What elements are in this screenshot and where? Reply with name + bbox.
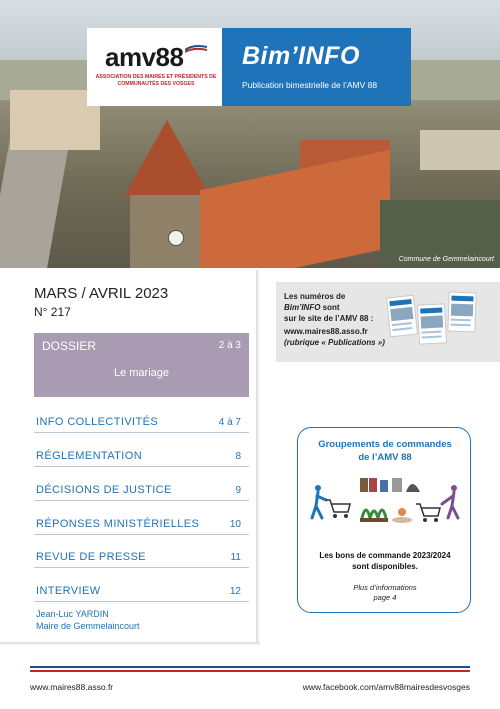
plants-icon bbox=[362, 510, 386, 518]
promo-url[interactable]: www.maires88.asso.fr bbox=[284, 327, 368, 336]
groupements-box bbox=[297, 427, 471, 613]
toc-pages: 12 bbox=[229, 586, 241, 597]
promo-line-3: sur le site de l’AMV 88 : bbox=[284, 314, 374, 323]
dossier-topic: Le mariage bbox=[113, 367, 170, 379]
issue-number: N° 217 bbox=[34, 305, 71, 319]
promo-title: Bim’INFO bbox=[284, 303, 321, 312]
toc-label: INTERVIEW bbox=[36, 585, 101, 597]
promo-line-2 bbox=[284, 303, 340, 312]
groupements-info bbox=[298, 583, 472, 603]
promo-note: (rubrique « Publications ») bbox=[284, 338, 385, 347]
toc-item-decisions-de-justice[interactable] bbox=[34, 481, 249, 501]
amv-logo bbox=[87, 28, 222, 106]
logo-wordmark: amv88 bbox=[105, 42, 184, 72]
toc-item-reponses-ministerielles[interactable] bbox=[34, 515, 249, 535]
interview-name: Jean-Luc YARDIN bbox=[36, 609, 109, 619]
church-tower bbox=[130, 190, 205, 268]
food-plate-icon bbox=[392, 508, 412, 523]
dossier-pages: 2 à 3 bbox=[218, 340, 241, 351]
publication-subtitle: Publication bimestrielle de l’AMV 88 bbox=[242, 80, 378, 90]
promo-line-1: Les numéros de bbox=[284, 292, 346, 301]
photo-caption: Commune de Gemmelaincourt bbox=[398, 256, 494, 263]
trash-bag-icon bbox=[406, 484, 420, 492]
dossier-box[interactable] bbox=[34, 333, 249, 397]
cart-icon bbox=[416, 504, 440, 522]
logo-subtitle: ASSOCIATION DES MAIRES ET PRÉSIDENTS DE COMMUNAUTÉS DES VOSGES bbox=[95, 74, 217, 87]
shopper-icon bbox=[442, 485, 458, 518]
publication-title: Bim’INFO bbox=[242, 42, 360, 70]
column-bottom-shadow bbox=[0, 642, 260, 646]
groupements-info-line-1: Plus d’informations bbox=[353, 583, 417, 592]
groupements-message-line-2: sont disponibles. bbox=[352, 562, 418, 571]
issue-date: MARS / AVRIL 2023 bbox=[34, 285, 169, 302]
issue-thumbnail bbox=[447, 292, 476, 333]
church-roof bbox=[200, 150, 390, 268]
interview-subject bbox=[36, 608, 140, 632]
groupements-message bbox=[298, 550, 472, 572]
column-divider-shadow bbox=[256, 270, 260, 645]
pens-icon bbox=[380, 480, 388, 492]
publication-title-box bbox=[222, 28, 411, 106]
toc-label: RÉPONSES MINISTÉRIELLES bbox=[36, 518, 200, 530]
groupements-title bbox=[298, 438, 472, 464]
binders-icon bbox=[360, 478, 368, 492]
interview-role: Maire de Gemmelaincourt bbox=[36, 621, 140, 631]
toc-pages: 9 bbox=[235, 485, 241, 496]
promo-line-2-rest: sont bbox=[320, 303, 340, 312]
toc-pages: 10 bbox=[229, 519, 241, 530]
issue-thumbnail bbox=[386, 295, 418, 338]
groupements-title-line-1: Groupements de commandes bbox=[318, 439, 452, 450]
dossier-label: DOSSIER bbox=[42, 339, 97, 353]
toc-item-info-collectivites[interactable] bbox=[34, 413, 249, 433]
church-spire bbox=[125, 120, 209, 195]
footer-website-link[interactable]: www.maires88.asso.fr bbox=[30, 682, 114, 692]
groupements-message-line-1: Les bons de commande 2023/2024 bbox=[319, 551, 451, 560]
french-flag-swoosh-icon bbox=[185, 44, 207, 54]
toc-label: DÉCISIONS DE JUSTICE bbox=[36, 484, 172, 496]
shopper-icon bbox=[312, 485, 326, 518]
tricolor-divider bbox=[30, 666, 470, 672]
toc-pages: 4 à 7 bbox=[218, 417, 241, 428]
shopping-illustration bbox=[304, 474, 466, 534]
house bbox=[420, 130, 500, 170]
toc-label: REVUE DE PRESSE bbox=[36, 551, 146, 563]
groupements-info-line-2: page 4 bbox=[373, 593, 397, 602]
toc-pages: 11 bbox=[230, 552, 241, 563]
toc-item-revue-de-presse[interactable] bbox=[34, 548, 249, 568]
issue-thumbnail bbox=[417, 303, 447, 344]
groupements-title-line-2: de l’AMV 88 bbox=[358, 452, 412, 463]
toc-item-interview[interactable] bbox=[34, 582, 249, 602]
toc-item-reglementation[interactable] bbox=[34, 447, 249, 467]
toc-label: RÉGLEMENTATION bbox=[36, 450, 143, 462]
cart-icon bbox=[326, 500, 350, 518]
toc-label: INFO COLLECTIVITÉS bbox=[36, 416, 159, 428]
clock-icon bbox=[168, 230, 184, 246]
footer-facebook-link[interactable]: www.facebook.com/amv88mairesdesvosges bbox=[302, 682, 470, 692]
toc-pages: 8 bbox=[235, 451, 241, 462]
promo-box bbox=[276, 282, 500, 362]
bin-bag-icon bbox=[392, 478, 402, 492]
